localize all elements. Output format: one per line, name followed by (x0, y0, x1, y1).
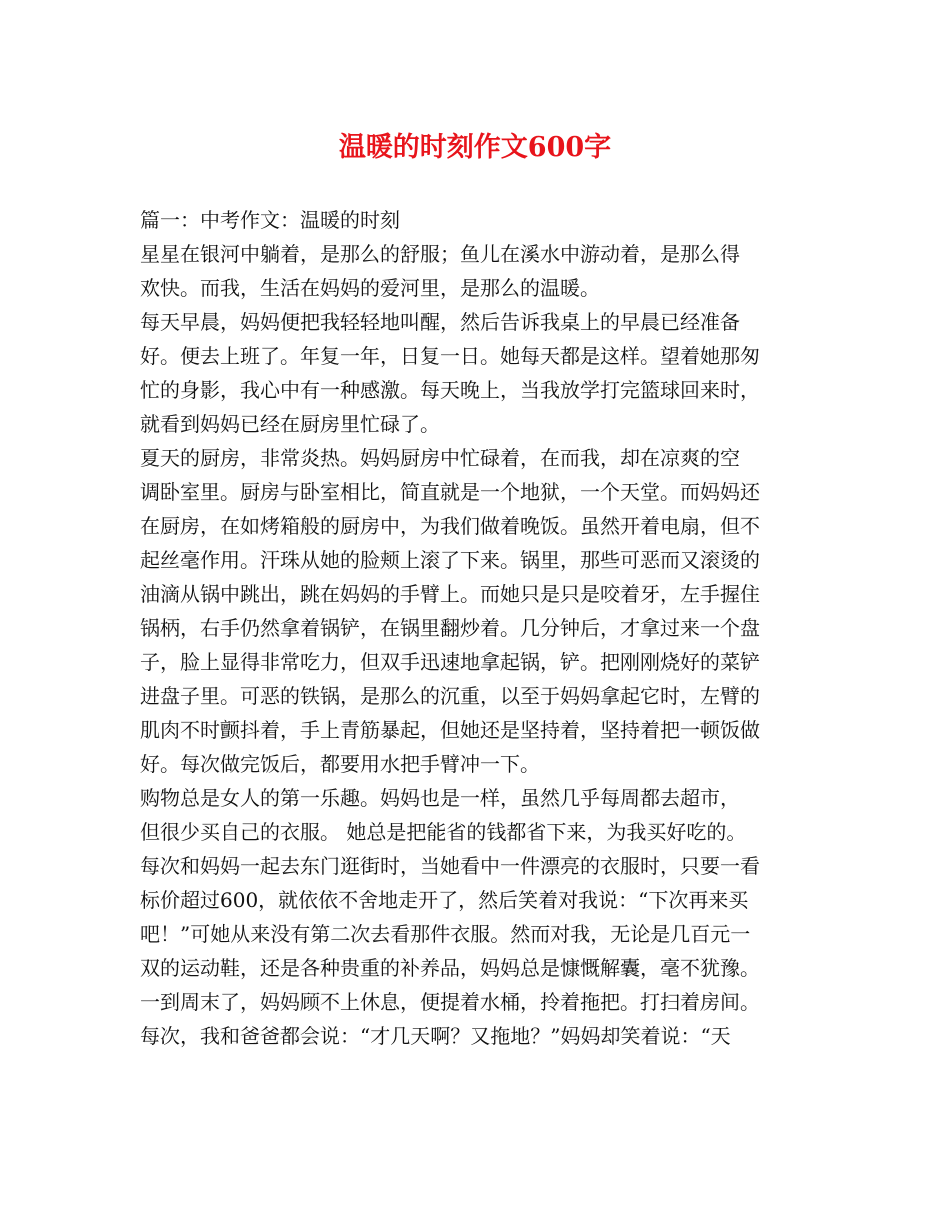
text-line: 调卧室里。厨房与卧室相比，简直就是一个地狱，一个天堂。而妈妈还 (140, 480, 760, 504)
text-line: 双的运动鞋，还是各种贵重的补养品，妈妈总是慷慨解囊，毫不犹豫。 (140, 956, 760, 980)
text-line: 一到周末了，妈妈顾不上休息，便提着水桶，拎着拖把。打扫着房间。 (140, 990, 760, 1014)
text-line: 篇一：中考作文：温暖的时刻 (140, 208, 400, 232)
text-line: 夏天的厨房，非常炎热。妈妈厨房中忙碌着，在而我，却在凉爽的空 (140, 446, 740, 470)
text-line: 吧！”可她从来没有第二次去看那件衣服。然而对我，无论是几百元一 (140, 922, 751, 946)
text-line: 起丝毫作用。汗珠从她的脸颊上滚了下来。锅里，那些可恶而又滚烫的 (140, 548, 760, 572)
document-title: 温暖的时刻作文600字 (338, 132, 612, 163)
text-line: 每次，我和爸爸都会说：“才几天啊？又拖地？”妈妈却笑着说：“天 (140, 1024, 731, 1048)
document-body (140, 203, 860, 1053)
text-line: 星星在银河中躺着，是那么的舒服；鱼儿在溪水中游动着，是那么得 (140, 242, 740, 266)
text-line: 忙的身影，我心中有一种感激。每天晚上，当我放学打完篮球回来时， (140, 378, 760, 402)
text-line: 欢快。而我，生活在妈妈的爱河里，是那么的温暖。 (140, 276, 600, 300)
text-line: 好。每次做完饭后，都要用水把手臂冲一下。 (140, 752, 540, 776)
text-line: 锅柄，右手仍然拿着锅铲，在锅里翻炒着。几分钟后，才拿过来一个盘 (140, 616, 760, 640)
text-line: 好。便去上班了。年复一年，日复一日。她每天都是这样。望着她那匆 (140, 344, 760, 368)
text-line: 购物总是女人的第一乐趣。妈妈也是一样，虽然几乎每周都去超市， (140, 786, 740, 810)
text-line: 就看到妈妈已经在厨房里忙碌了。 (140, 412, 440, 436)
text-line: 油滴从锅中跳出，跳在妈妈的手臂上。而她只是只是咬着牙，左手握住 (140, 582, 760, 606)
text-line: 子，脸上显得非常吃力，但双手迅速地拿起锅，铲。把刚刚烧好的菜铲 (140, 650, 760, 674)
text-line: 每天早晨，妈妈便把我轻轻地叫醒，然后告诉我桌上的早晨已经准备 (140, 310, 740, 334)
text-line: 每次和妈妈一起去东门逛街时，当她看中一件漂亮的衣服时，只要一看 (140, 854, 760, 878)
text-line: 进盘子里。可恶的铁锅，是那么的沉重，以至于妈妈拿起它时，左臂的 (140, 684, 760, 708)
text-line: 肌肉不时颤抖着，手上青筋暴起，但她还是坚持着，坚持着把一顿饭做 (140, 718, 760, 742)
text-line: 在厨房，在如烤箱般的厨房中，为我们做着晚饭。虽然开着电扇，但不 (140, 514, 760, 538)
text-line: 标价超过600，就依依不舍地走开了，然后笑着对我说：“下次再来买 (140, 888, 749, 912)
text-line: 但很少买自己的衣服。 她总是把能省的钱都省下来，为我买好吃的。 (140, 820, 747, 844)
